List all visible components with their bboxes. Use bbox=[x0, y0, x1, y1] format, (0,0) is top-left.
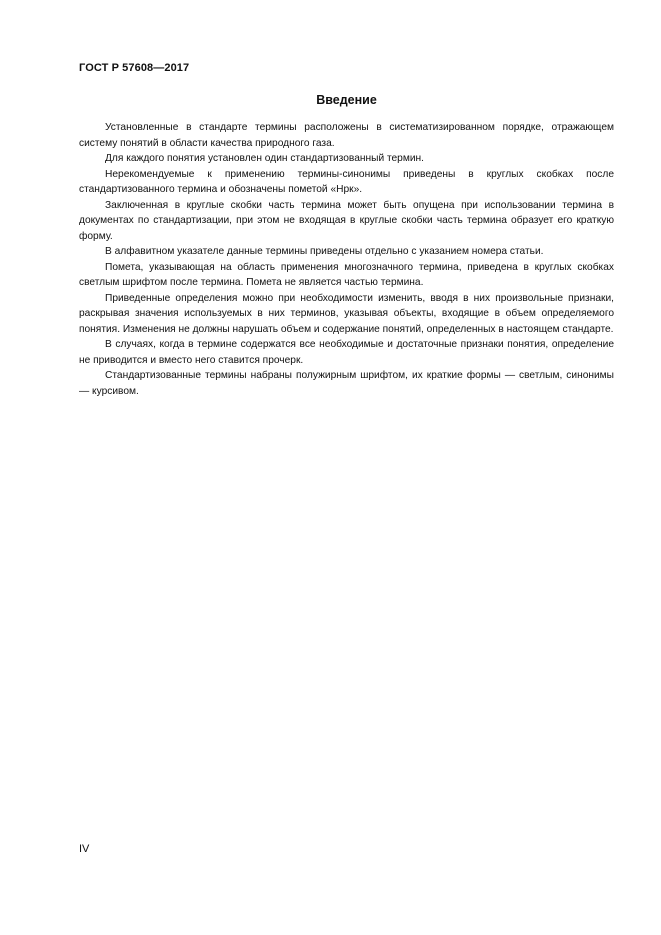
paragraph-1: Установленные в стандарте термины расположены в систематизированном порядке, отражающем систему понятий в области качества природного газа. bbox=[79, 122, 614, 149]
paragraph-3: Нерекомендуемые к применению термины-синонимы приведены в круглых скобках после стандартизованного термина и обозначены пометой «Нрк». bbox=[79, 168, 614, 195]
introduction-body bbox=[79, 120, 614, 399]
paragraph-6: Помета, указывающая на область применения многозначного термина, приведена в круглых скобках светлым шрифтом после термина. Помета не является частью термина. bbox=[79, 261, 614, 288]
section-title: Введение bbox=[316, 93, 377, 107]
paragraph-2: Для каждого понятия установлен один стандартизованный термин. bbox=[105, 153, 424, 164]
paragraph-7: Приведенные определения можно при необходимости изменить, вводя в них произвольные признаки, раскрывая значения используемых в них терминов, указывая объекты, входящие в объем определяемого понятия. Изменения не должны нарушать объем и содержание понятий, определенных в настоящем стандарте. bbox=[79, 292, 614, 335]
paragraph-4: Заключенная в круглые скобки часть термина может быть опущена при использовании термина в документах по стандартизации, при этом не входящая в круглые скобки часть термина образует его краткую форму. bbox=[79, 199, 614, 242]
paragraph-8: В случаях, когда в термине содержатся все необходимые и достаточные признаки понятия, определение не приводится и вместо него ставится прочерк. bbox=[79, 339, 614, 366]
page-number: IV bbox=[79, 843, 90, 855]
paragraph-9: Стандартизованные термины набраны полужирным шрифтом, их краткие формы — светлым, синонимы — курсивом. bbox=[79, 370, 614, 397]
standard-designation: ГОСТ Р 57608—2017 bbox=[79, 62, 190, 74]
paragraph-5: В алфавитном указателе данные термины приведены отдельно с указанием номера статьи. bbox=[105, 246, 544, 257]
